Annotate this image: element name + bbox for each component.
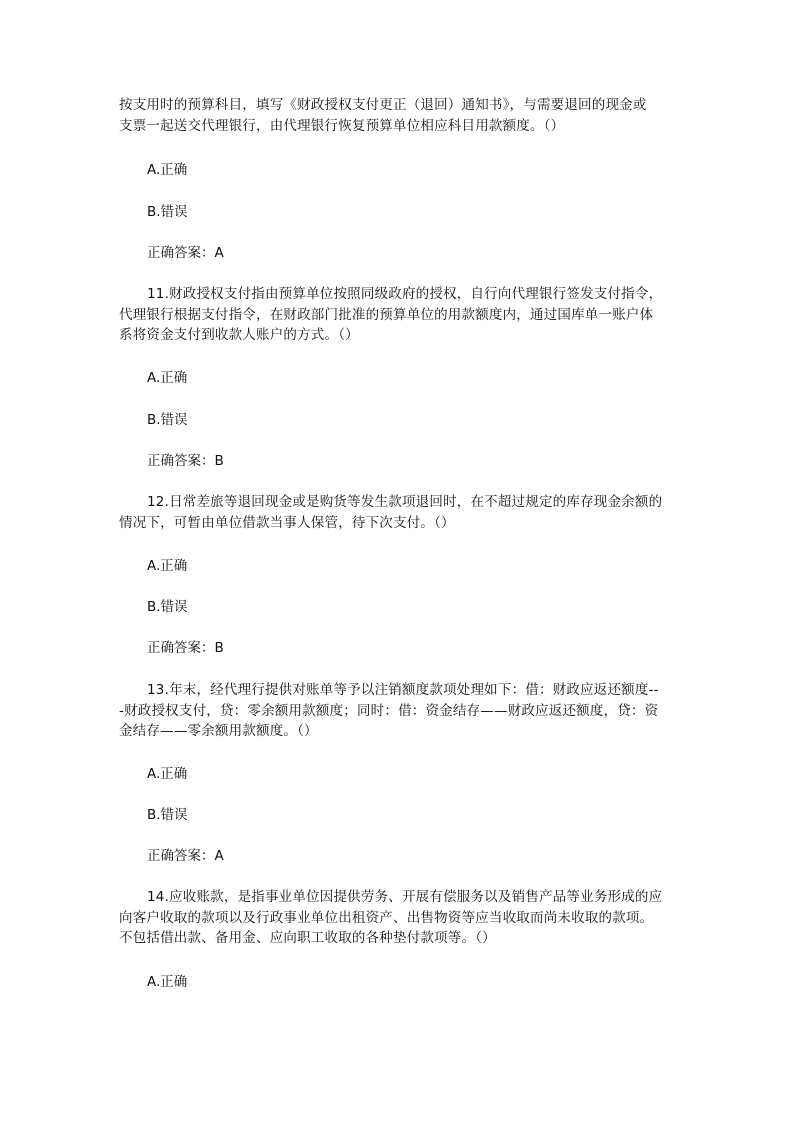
question-11-option-b: B.错误	[147, 412, 188, 428]
question-10-option-a: A.正确	[147, 162, 188, 178]
question-12-option-a: A.正确	[147, 558, 188, 574]
question-12-answer: 正确答案：B	[147, 640, 224, 656]
question-line: 12.日常差旅等退回现金或是购货等发生款项退回时，在不超过规定的库存现金余额的	[147, 494, 663, 510]
question-line: 按支用时的预算科目，填写《财政授权支付更正（退回）通知书》，与需要退回的现金或	[119, 97, 647, 113]
question-11-option-a: A.正确	[147, 370, 188, 386]
question-14-text	[119, 887, 679, 949]
question-14-option-a: A.正确	[147, 974, 188, 990]
question-12-option-b: B.错误	[147, 599, 188, 615]
question-line: 情况下，可暂由单位借款当事人保管，待下次支付。（）	[119, 514, 455, 531]
question-13-text	[119, 680, 679, 742]
question-line: 支票一起送交代理银行，由代理银行恢复预算单位相应科目用款额度。（）	[119, 117, 565, 134]
question-12-text	[119, 492, 679, 533]
question-line: 系将资金支付到收款人账户的方式。（）	[119, 327, 359, 343]
question-11-text	[119, 284, 679, 346]
question-line: 14.应收账款，是指事业单位因提供劳务、开展有偿服务以及销售产品等业务形成的应	[147, 889, 663, 905]
question-line: 金结存——零余额用款额度。（）	[119, 723, 318, 739]
question-line: -财政授权支付，贷：零余额用款额度；同时：借：资金结存——财政应返还额度，贷：资	[119, 702, 659, 719]
question-13-option-b: B.错误	[147, 807, 188, 823]
question-10-option-b: B.错误	[147, 204, 188, 220]
question-line: 不包括借出款、备用金、应向职工收取的各种垫付款项等。（）	[119, 930, 496, 946]
question-13-option-a: A.正确	[147, 766, 188, 782]
question-13-answer: 正确答案：A	[147, 848, 224, 864]
question-line: 13.年末，经代理行提供对账单等予以注销额度款项处理如下：借：财政应返还额度--	[147, 682, 659, 698]
question-10-text	[119, 95, 679, 136]
question-line: 11.财政授权支付指由预算单位按照同级政府的授权，自行向代理银行签发支付指令，	[147, 286, 663, 302]
question-11-answer: 正确答案：B	[147, 453, 224, 469]
question-10-answer: 正确答案：A	[147, 245, 224, 261]
question-line: 代理银行根据支付指令，在财政部门批准的预算单位的用款额度内，通过国库单一账户体	[119, 306, 654, 323]
question-line: 向客户收取的款项以及行政事业单位出租资产、出售物资等应当收取而尚未收取的款项。	[119, 909, 654, 926]
